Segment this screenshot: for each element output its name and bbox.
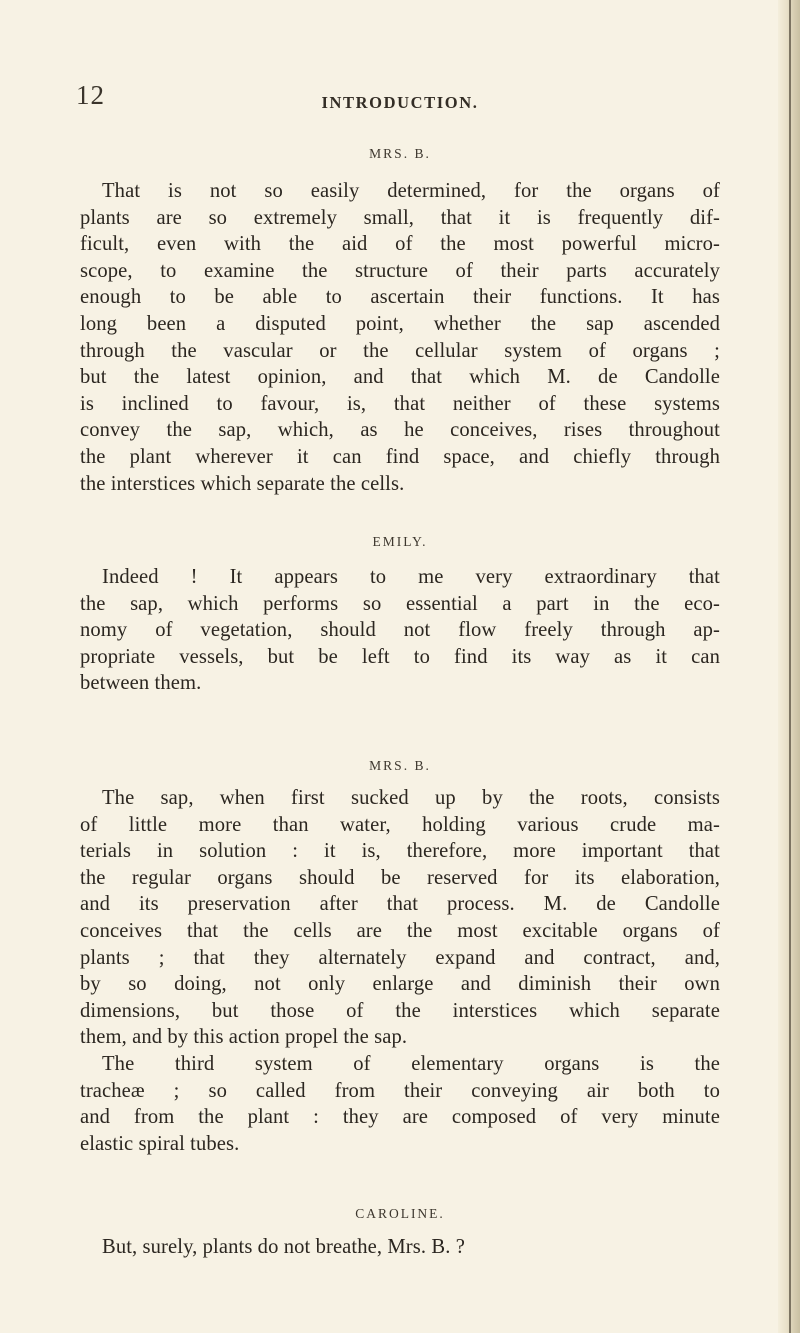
text-line: between them. [80, 672, 202, 695]
text-line: of little more than water, holding various crude ma- [80, 813, 720, 836]
text-line: the interstices which separate the cells. [80, 472, 405, 495]
text-line: terials in solution : it is, therefore, more important that [80, 840, 720, 863]
text-line: Indeed ! It appears to me very extraordinary that [102, 566, 720, 588]
speaker-label: MRS. B. [369, 146, 431, 161]
dialogue-paragraph [80, 178, 720, 497]
text-line: convey the sap, which, as he conceives, rises throughout [80, 419, 720, 442]
text-line: plants are so extremely small, that it is frequently dif- [80, 206, 720, 229]
dialogue-paragraph [80, 1234, 720, 1261]
text-line: by so doing, not only enlarge and diminish their own [80, 973, 720, 996]
text-line: plants ; that they alternately expand and contract, and, [80, 946, 720, 969]
text-line: elastic spiral tubes. [80, 1132, 240, 1155]
dialogue-paragraph [80, 785, 720, 1157]
text-line: nomy of vegetation, should not flow freely through ap- [80, 619, 720, 642]
text-line: scope, to examine the structure of their parts accurately [80, 259, 720, 282]
text-line: dimensions, but those of the interstices which separate [80, 999, 720, 1022]
page-number: 12 [76, 80, 105, 110]
speaker-label: CAROLINE. [355, 1206, 445, 1221]
text-line: But, surely, plants do not breathe, Mrs. B. ? [102, 1236, 465, 1258]
dialogue-paragraph [80, 564, 720, 697]
text-line: the regular organs should be reserved for its elaboration, [80, 866, 720, 889]
page-edge-line [789, 0, 791, 1333]
text-line: and from the plant : they are composed of very minute [80, 1106, 720, 1129]
speaker-label: EMILY. [372, 534, 428, 549]
speaker-label: MRS. B. [369, 758, 431, 773]
text-line: but the latest opinion, and that which M. de Candolle [80, 366, 720, 389]
text-line: the plant wherever it can find space, and chiefly through [80, 445, 720, 468]
text-line: through the vascular or the cellular system of organs ; [80, 339, 720, 362]
text-line: and its preservation after that process. M. de Candolle [80, 893, 720, 916]
text-line: the sap, which performs so essential a part in the eco- [80, 592, 720, 615]
text-line: The sap, when first sucked up by the roots, consists [102, 787, 720, 809]
text-line: propriate vessels, but be left to find its way as it can [80, 645, 720, 668]
text-line: ficult, even with the aid of the most powerful micro- [80, 233, 720, 256]
text-line: The third system of elementary organs is the [102, 1052, 720, 1075]
text-line: enough to be able to ascertain their functions. It has [80, 286, 720, 309]
text-line: is inclined to favour, is, that neither of these systems [80, 392, 720, 415]
text-line: long been a disputed point, whether the sap ascended [80, 312, 720, 335]
text-line: That is not so easily determined, for the organs of [102, 180, 720, 202]
text-line: conceives that the cells are the most excitable organs of [80, 919, 720, 942]
running-head: INTRODUCTION. [321, 93, 479, 112]
text-line: tracheæ ; so called from their conveying air both to [80, 1079, 720, 1102]
text-line: them, and by this action propel the sap. [80, 1026, 408, 1049]
